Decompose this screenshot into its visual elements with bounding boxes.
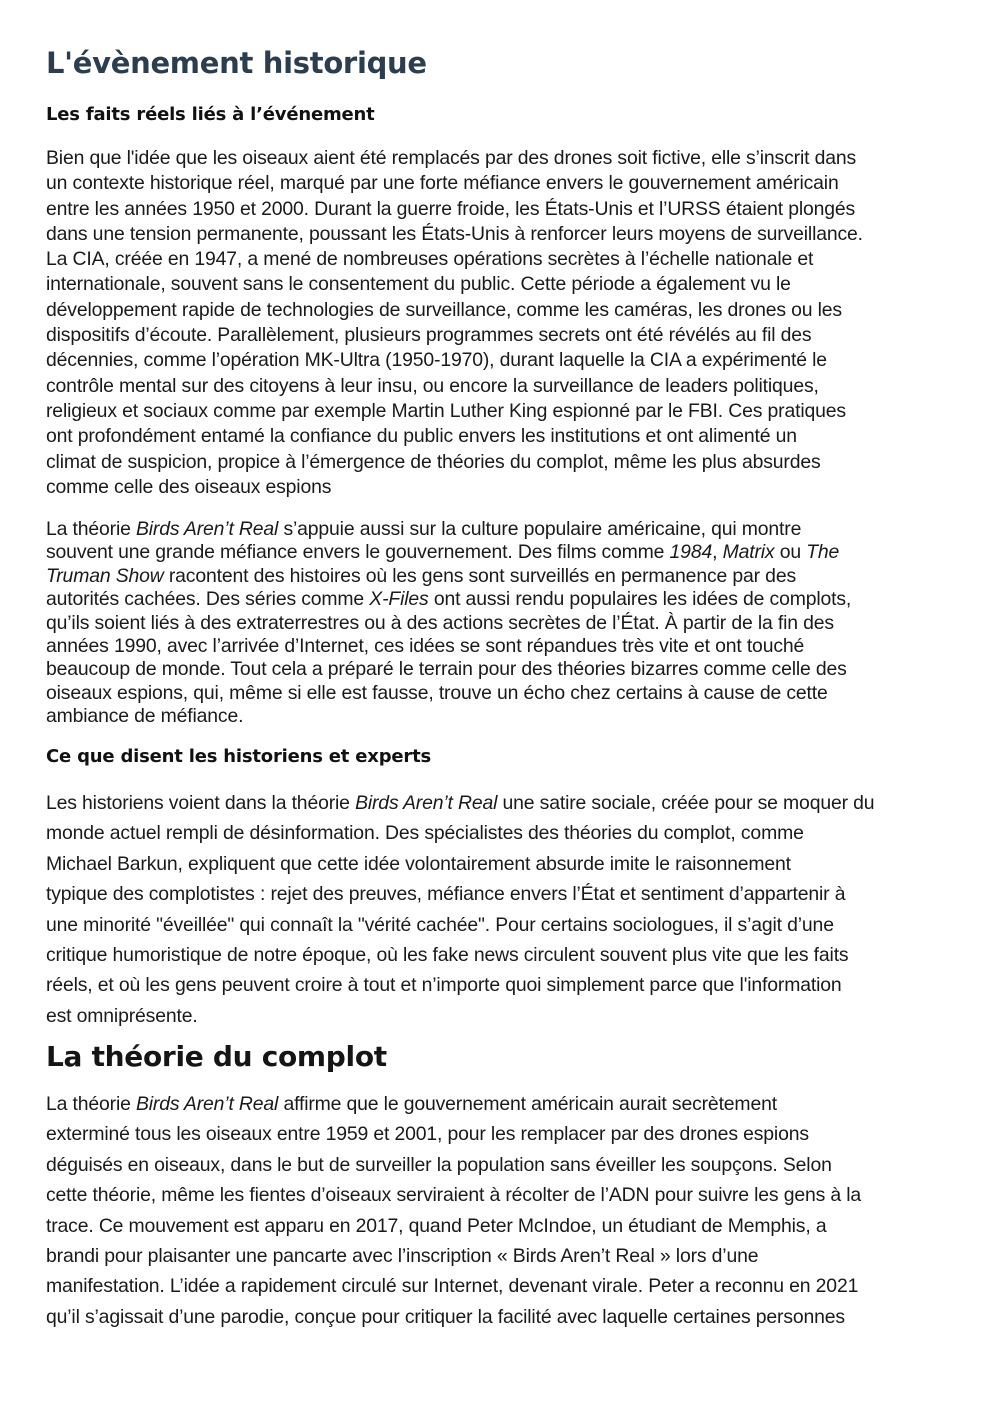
text-line: critique humoristique de notre époque, où les fake news circulent souvent plus vite que les faits	[46, 943, 849, 966]
italic-title: Birds Aren’t Real	[135, 1093, 279, 1115]
text-line: manifestation. L’idée a rapidement circulé sur Internet, devenant virale. Peter a reconnu en 2021	[46, 1275, 859, 1298]
text-line	[46, 565, 946, 588]
text-run: une satire sociale, créée pour se moquer du	[497, 792, 875, 814]
text-line: climat de suspicion, propice à l’émergence de théories du complot, même les plus absurdes	[46, 450, 821, 473]
text-line: réels, et où les gens peuvent croire à tout et n’importe quoi simplement parce que l'information	[46, 974, 842, 997]
text-line	[46, 518, 946, 541]
text-run: La théorie	[46, 518, 136, 540]
text-run: ,	[712, 541, 723, 564]
italic-title: Birds Aren’t Real	[135, 518, 279, 540]
text-line: qu’il s’agissait d’une parodie, conçue pour critiquer la facilité avec laquelle certaines personnes	[46, 1305, 845, 1328]
subheading-historians-experts: Ce que disent les historiens et experts	[46, 746, 431, 767]
text-line: oiseaux espions, qui, même si elle est fausse, trouve un écho chez certains à cause de cette	[46, 681, 828, 704]
text-run: racontent des histoires où les gens sont surveillés en permanence par des	[163, 564, 796, 587]
text-run: ou	[774, 541, 807, 564]
text-line: exterminé tous les oiseaux entre 1959 et 2001, pour les remplacer par des drones espions	[46, 1123, 809, 1146]
text-line	[46, 588, 946, 611]
text-line: qu’ils soient liés à des extraterrestres ou à des actions secrètes de l’État. À partir de la fin des	[46, 611, 834, 634]
text-line: est omniprésente.	[46, 1004, 198, 1027]
section-title-conspiracy-theory: La théorie du complot	[46, 1040, 387, 1073]
text-line: années 1990, avec l’arrivée d’Internet, ces idées se sont répandues très vite et ont touché	[46, 634, 805, 657]
text-run: autorités cachées. Des séries comme	[46, 588, 370, 611]
text-line: typique des complotistes : rejet des preuves, méfiance envers l’État et sentiment d’appartenir à	[46, 883, 846, 906]
text-line: Michael Barkun, expliquent que cette idée volontairement absurde imite le raisonnement	[46, 852, 791, 875]
text-line	[46, 541, 946, 564]
italic-title: Matrix	[722, 541, 775, 564]
text-line: Bien que l'idée que les oiseaux aient été remplacés par des drones soit fictive, elle s’inscrit dans	[46, 147, 857, 169]
italic-title: X-Files	[369, 588, 429, 611]
text-run: ont aussi rendu populaires les idées de complots,	[428, 588, 852, 611]
text-line: ambiance de méfiance.	[46, 705, 244, 728]
italic-title: 1984	[669, 541, 713, 564]
text-line: déguisés en oiseaux, dans le but de surveiller la population sans éveiller les soupçons. Selon	[46, 1153, 832, 1176]
text-line: trace. Ce mouvement est apparu en 2017, quand Peter McIndoe, un étudiant de Memphis, a	[46, 1214, 827, 1237]
text-run: affirme que le gouvernement américain aurait secrètement	[278, 1093, 777, 1115]
text-line: dispositifs d’écoute. Parallèlement, plusieurs programmes secrets ont été révélés au fil des	[46, 324, 812, 347]
text-line: cette théorie, même les fientes d’oiseaux serviraient à récolter de l’ADN pour suivre les gens à la	[46, 1184, 862, 1207]
text-line: internationale, souvent sans le consentement du public. Cette période a également vu le	[46, 273, 791, 296]
text-line: une minorité "éveillée" qui connaît la "vérité cachée". Pour certains sociologues, il s’agit d’une	[46, 913, 834, 936]
text-line: contrôle mental sur des citoyens à leur insu, ou encore la surveillance de leaders politiques,	[46, 374, 819, 397]
subheading-real-facts: Les faits réels liés à l’événement	[46, 104, 375, 125]
text-line: un contexte historique réel, marqué par une forte méfiance envers le gouvernement américain	[46, 172, 839, 195]
text-line: La CIA, créée en 1947, a mené de nombreuses opérations secrètes à l’échelle nationale et	[46, 248, 814, 271]
text-line: monde actuel rempli de désinformation. Des spécialistes des théories du complot, comme	[46, 822, 804, 845]
text-line	[46, 1089, 946, 1119]
text-line: décennies, comme l’opération MK-Ultra (1950-1970), durant laquelle la CIA a expérimenté le	[46, 349, 827, 372]
text-line: développement rapide de technologies de surveillance, comme les caméras, les drones ou les	[46, 298, 842, 321]
text-line: ont profondément entamé la confiance du public envers les institutions et ont alimenté un	[46, 425, 797, 448]
italic-title: Truman Show	[46, 564, 164, 587]
paragraph-theory-summary	[46, 1089, 946, 1332]
section-title-historical-event: L'évènement historique	[46, 46, 427, 80]
text-run: souvent une grande méfiance envers le gouvernement. Des films comme	[46, 541, 670, 564]
text-line: religieux et sociaux comme par exemple Martin Luther King espionné par le FBI. Ces pratiques	[46, 399, 846, 422]
paragraph-historians-view	[46, 788, 946, 1031]
italic-title: Birds Aren’t Real	[355, 792, 498, 814]
text-line: entre les années 1950 et 2000. Durant la guerre froide, les États-Unis et l’URSS étaient plongés	[46, 197, 856, 220]
paragraph-historical-context	[46, 146, 946, 500]
text-line: dans une tension permanente, poussant les États-Unis à renforcer leurs moyens de surveillance.	[46, 222, 863, 245]
text-run: s’appuie aussi sur la culture populaire américaine, qui montre	[278, 518, 802, 540]
text-line: brandi pour plaisanter une pancarte avec l’inscription « Birds Aren’t Real » lors d’une	[46, 1244, 759, 1267]
text-run: La théorie	[46, 1093, 136, 1115]
italic-title: The	[806, 541, 840, 564]
text-line: beaucoup de monde. Tout cela a préparé le terrain pour des théories bizarres comme celle des	[46, 658, 847, 681]
text-line	[46, 788, 946, 818]
paragraph-popular-culture	[46, 518, 946, 729]
text-run: Les historiens voient dans la théorie	[46, 792, 356, 814]
text-line: comme celle des oiseaux espions	[46, 475, 332, 498]
